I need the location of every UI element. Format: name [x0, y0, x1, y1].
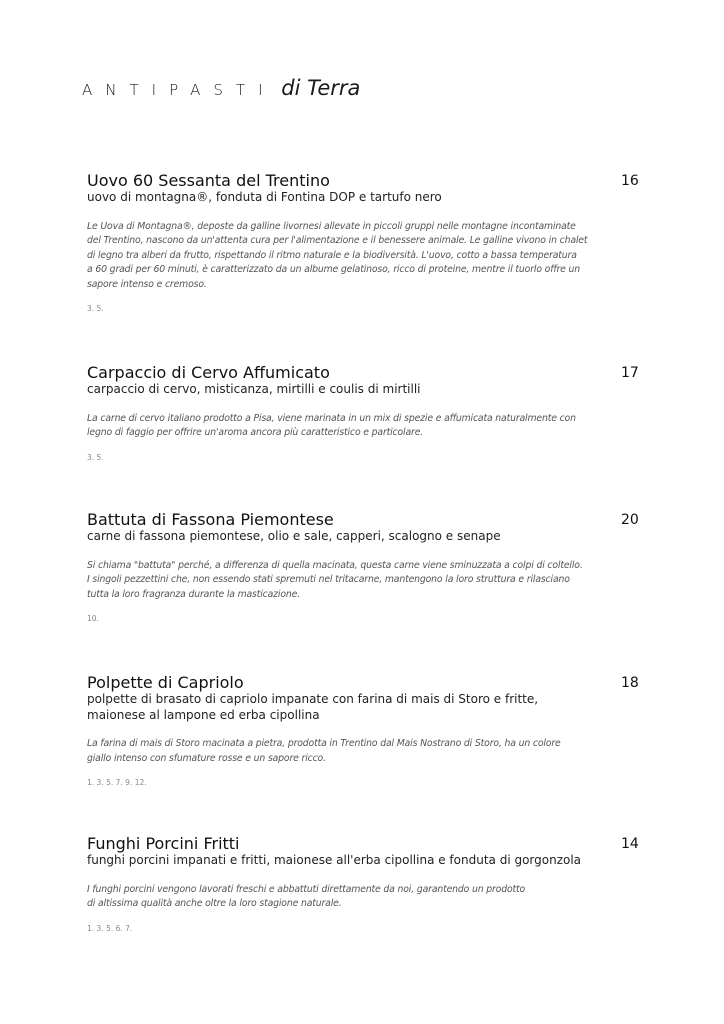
item-allergens: 10.	[87, 614, 99, 624]
menu-item	[87, 364, 647, 462]
item-title: Carpaccio di Cervo Affumicato	[87, 363, 330, 382]
description-line: giallo intenso con sfumature rosse e un sapore ricco.	[87, 752, 326, 764]
item-price: 14	[621, 836, 639, 852]
description-line: di altissima qualità anche oltre la loro stagione naturale.	[87, 898, 342, 910]
section-heading	[82, 76, 360, 100]
description-line: tutta la loro fragranza durante la masticazione.	[87, 588, 301, 600]
menu-item	[87, 511, 647, 623]
menu-item	[87, 835, 647, 933]
item-price: 18	[621, 675, 639, 691]
description-line: sapore intenso e cremoso.	[87, 278, 207, 290]
item-title: Battuta di Fassona Piemontese	[87, 510, 334, 529]
item-description	[87, 737, 647, 766]
item-description	[87, 220, 647, 293]
description-line: legno di faggio per offrire un'aroma ancora più caratteristico e particolare.	[87, 427, 424, 439]
item-subtitle: carne di fassona piemontese, olio e sale, capperi, scalogno e senape	[87, 529, 501, 543]
item-price: 16	[621, 173, 639, 189]
item-description	[87, 883, 647, 912]
description-line: a 60 gradi per 60 minuti, è caratterizzato da un albume gelatinoso, ricco di proteine, mentre il tuorlo offre un	[87, 264, 580, 276]
heading-caps: ANTIPASTI	[82, 81, 276, 99]
item-allergens: 3. 5.	[87, 304, 104, 314]
item-price: 17	[621, 365, 639, 381]
description-line: di legno tra alberi da frutto, rispettando il ritmo naturale e la biodiversità. L'uovo, cotto a bassa temperatura	[87, 249, 577, 261]
item-subtitle: carpaccio di cervo, misticanza, mirtilli e coulis di mirtilli	[87, 382, 421, 396]
menu-item	[87, 674, 647, 787]
item-title: Polpette di Capriolo	[87, 673, 244, 692]
item-title: Funghi Porcini Fritti	[87, 834, 240, 853]
item-subtitle: polpette di brasato di capriolo impanate con farina di mais di Storo e fritte,	[87, 692, 539, 706]
menu-item	[87, 172, 647, 313]
description-line: La carne di cervo italiano prodotto a Pisa, viene marinata in un mix di spezie e affumicata naturalmente con	[87, 412, 576, 424]
description-line: I funghi porcini vengono lavorati freschi e abbattuti direttamente da noi, garantendo un prodotto	[87, 883, 526, 895]
item-price: 20	[621, 512, 639, 528]
description-line: La farina di mais di Storo macinata a pietra, prodotta in Trentino dal Mais Nostrano di Storo, ha un colore	[87, 738, 561, 749]
item-allergens: 1. 3. 5. 6. 7.	[87, 923, 133, 933]
item-subtitle: maionese al lampone ed erba cipollina	[87, 707, 320, 722]
item-title: Uovo 60 Sessanta del Trentino	[87, 171, 330, 190]
item-subtitle: uovo di montagna®, fonduta di Fontina DOP e tartufo nero	[87, 190, 442, 204]
item-description	[87, 559, 647, 603]
description-line: Le Uova di Montagna®, deposte da galline livornesi allevate in piccoli gruppi nelle montagne incontaminate	[87, 220, 576, 232]
item-subtitle: funghi porcini impanati e fritti, maionese all'erba cipollina e fonduta di gorgonzola	[87, 853, 582, 867]
item-allergens: 1. 3. 5. 7. 9. 12.	[87, 778, 147, 788]
description-line: del Trentino, nascono da un'attenta cura per l'alimentazione e il benessere animale. Le galline vivono in chalet	[87, 235, 588, 247]
description-line: I singoli pezzettini che, non essendo stati spremuti nel tritacarne, mantengono la loro struttura e rilasciano	[87, 574, 570, 586]
heading-italic: di Terra	[281, 76, 361, 100]
description-line: Si chiama "battuta" perché, a differenza di quella macinata, questa carne viene sminuzzata a colpi di coltello.	[87, 559, 583, 571]
item-allergens: 3. 5.	[87, 452, 104, 462]
item-description	[87, 412, 647, 441]
